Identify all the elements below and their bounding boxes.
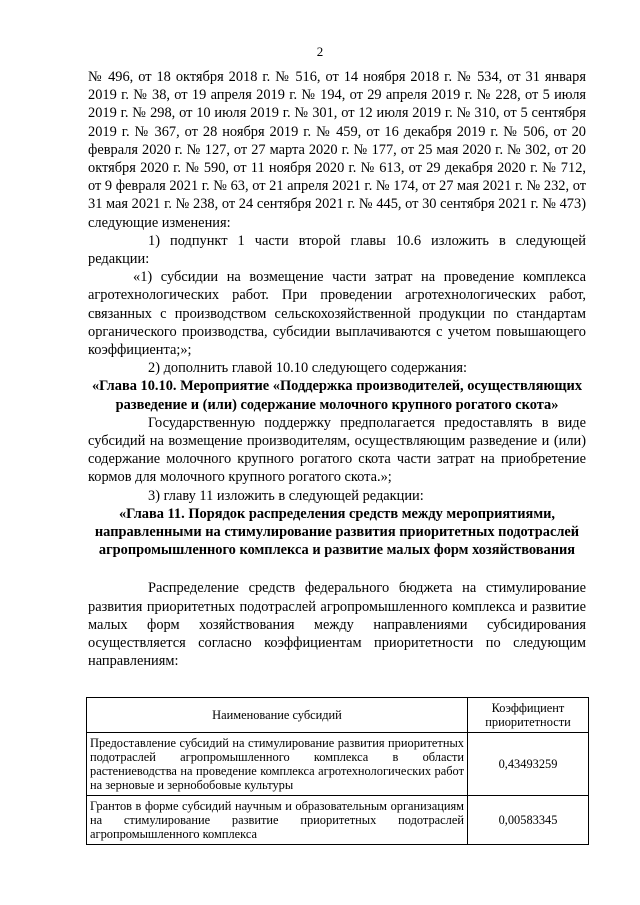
subsidy-name-cell: Предоставление субсидий на стимулирование развития приоритетных подотраслей агропромышленного комплекса в области растениеводства на проведение комплекса агротехнологических работ на зерновые и зернобобовые культуры: [87, 733, 468, 796]
chapter-11-heading: «Глава 11. Порядок распределения средств между мероприятиями, направленными на стимулирование развития приоритетных подотраслей агропромышленного комплекса и развитие малых форм хозяйствования: [94, 505, 580, 559]
table-row: [87, 796, 589, 845]
amendment-list-paragraph: № 496, от 18 октября 2018 г. № 516, от 14 ноября 2018 г. № 534, от 31 января 2019 г. № 38, от 19 апреля 2019 г. № 194, от 29 апреля 2019 г. № 228, от 5 июля 2019 г. № 298, от 10 июля 2019 г. № 301, от 12 июля 2019 г. № 310, от 5 сентября 2019 г. № 367, от 28 ноября 2019 г. № 459, от 16 декабря 2019 г. № 506, от 20 февраля 2020 г. № 127, от 27 марта 2020 г. № 177, от 25 мая 2020 г. № 302, от 20 октября 2020 г. № 590, от 11 ноября 2020 г. № 613, от 29 декабря 2020 г. № 712, от 9 февраля 2021 г. № 63, от 21 апреля 2021 г. № 174, от 27 мая 2021 г. № 232, от 31 мая 2021 г. № 238, от 24 сентября 2021 г. № 445, от 30 сентября 2021 г. № 473) следующие изменения:: [88, 69, 586, 231]
subitem-quote-paragraph: «1) субсидии на возмещение части затрат на проведение комплекса агротехнологических работ. При проведении агротехнологических работ, связанных с производством сельскохозяйственной продукции по стандартам органического производства, субсидии выплачиваются с учетом повышающего коэффициента;»;: [88, 269, 586, 359]
subsidy-coefficient-table: [86, 697, 589, 845]
chapter-10-10-heading: «Глава 10.10. Мероприятие «Поддержка производителей, осуществляющих разведение и (или) содержание молочного крупного рогатого скота»: [91, 378, 583, 413]
column-header-name: Наименование субсидий: [87, 698, 468, 733]
item-1-paragraph: 1) подпункт 1 части второй главы 10.6 изложить в следующей редакции:: [88, 232, 586, 268]
coefficient-cell: 0,43493259: [468, 733, 589, 796]
document-body: [88, 68, 586, 671]
chapter-10-10-text: Государственную поддержку предполагается предоставлять в виде субсидий на возмещение производителям, осуществляющим разведение и (или) содержание молочного крупного рогатого скота части затрат на приобретение кормов для молочного крупного рогатого скота.»;: [88, 414, 586, 486]
coefficient-cell: 0,00583345: [468, 796, 589, 845]
item-3-paragraph: 3) главу 11 изложить в следующей редакции:: [148, 487, 424, 504]
table-row: [87, 733, 589, 796]
subsidy-name-cell: Грантов в форме субсидий научным и образовательным организациям на стимулирование развитие приоритетных подотраслей агропромышленного комплекса: [87, 796, 468, 845]
table-header-row: [87, 698, 589, 733]
item-2-paragraph: 2) дополнить главой 10.10 следующего содержания:: [148, 360, 468, 377]
column-header-coefficient: Коэффициент приоритетности: [468, 698, 589, 733]
distribution-paragraph: Распределение средств федерального бюджета на стимулирование развития приоритетных подотраслей агропромышленного комплекса и развитие малых форм хозяйствования между направлениями субсидирования осуществляется согласно коэффициентам приоритетности по следующим направлениям:: [88, 580, 586, 670]
page-number: 2: [316, 44, 324, 59]
